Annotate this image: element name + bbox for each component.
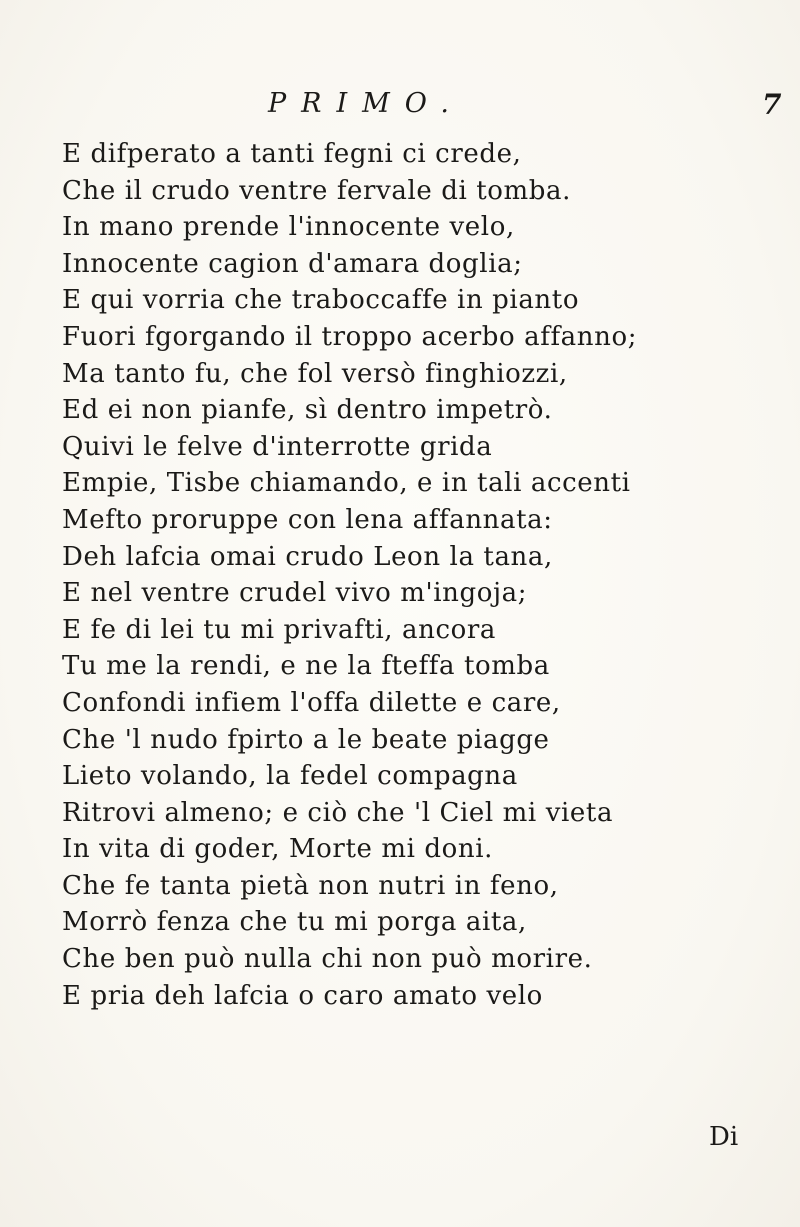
verse-line: Quivi le felve d'interrotte grida — [62, 431, 493, 462]
verse-line: Ritrovi almeno; e ciò che 'l Ciel mi vieta — [62, 797, 614, 828]
verse-line: Che fe tanta pietà non nutri in feno, — [62, 870, 559, 901]
verse-line: Che ben può nulla chi non può morire. — [62, 944, 593, 975]
page-number: 7 — [762, 88, 782, 121]
verse-line: E difperato a tanti fegni ci crede, — [62, 139, 522, 169]
verse-line: E pria deh lafcia o caro amato velo — [62, 980, 543, 1011]
running-title: PRIMO. — [268, 88, 464, 119]
verse-line: Che 'l nudo fpirto a le beate piagge — [62, 724, 550, 755]
verse-line: Ma tanto fu, che fol versò finghiozzi, — [62, 358, 568, 389]
verse-line: Tu me la rendi, e ne la fteffa tomba — [62, 651, 550, 682]
verse-line: Che il crudo ventre fervale di tomba. — [62, 175, 572, 206]
verse-line: Innocente cagion d'amara doglia; — [62, 248, 523, 279]
verse-line: Confondi infiem l'offa dilette e care, — [62, 687, 561, 718]
verse-line: E nel ventre crudel vivo m'ingoja; — [62, 578, 528, 609]
verse-line: Mefto proruppe con lena affannata: — [62, 504, 553, 535]
verse-line: In vita di goder, Morte mi doni. — [62, 834, 494, 865]
page-header — [0, 88, 800, 124]
catchword: Di — [709, 1122, 739, 1152]
verse-line: In mano prende l'innocente velo, — [62, 212, 515, 243]
verse-line: E fe di lei tu mi privafti, ancora — [62, 614, 497, 645]
verse-line: Fuori fgorgando il troppo acerbo affanno; — [62, 321, 638, 352]
verse-block — [62, 136, 762, 1014]
verse-line: E qui vorria che traboccaffe in pianto — [62, 285, 580, 316]
verse-line: Lieto volando, la fedel compagna — [62, 761, 518, 792]
verse-line: Morrò fenza che tu mi porga aita, — [62, 907, 527, 938]
verse-line: Empie, Tisbe chiamando, e in tali accenti — [62, 468, 631, 499]
verse-line: Ed ei non pianfe, sì dentro impetrò. — [62, 395, 553, 426]
verse-line: Deh lafcia omai crudo Leon la tana, — [62, 541, 553, 572]
